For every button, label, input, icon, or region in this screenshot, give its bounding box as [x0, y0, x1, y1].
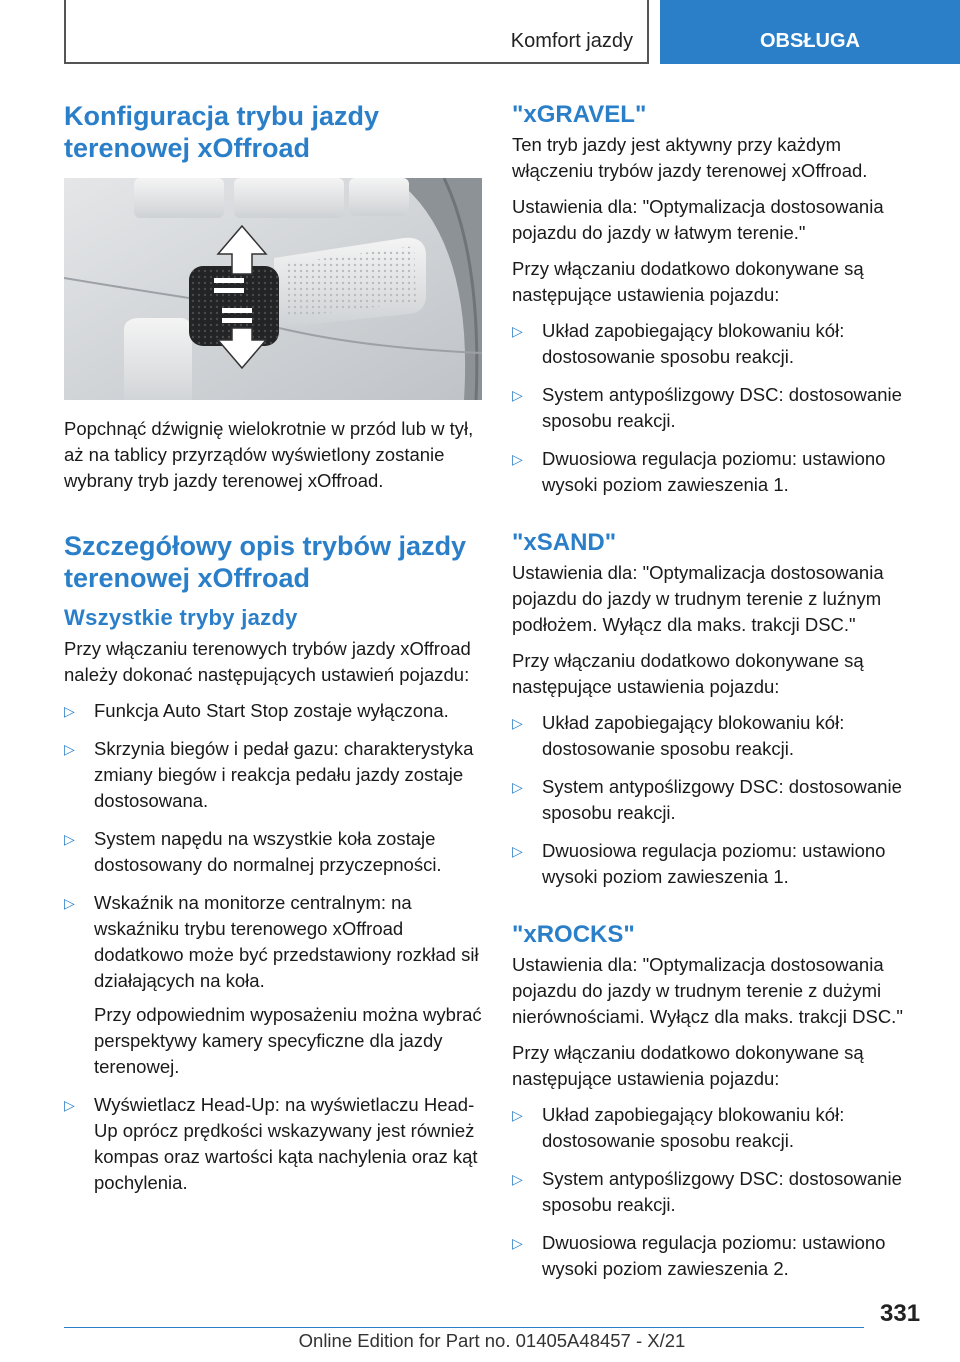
- xgravel-desc: Ten tryb jazdy jest aktywny przy każdym włączeniu trybów jazdy terenowej xOffroad.: [512, 134, 868, 181]
- footer-rule: [64, 1327, 864, 1328]
- list-item: ▷ System napędu na wszystkie koła zostaje dostosowany do normalnej przyczepności.: [64, 828, 442, 875]
- xgravel-settings: Ustawienia dla: "Optymalizacja dostosowania pojazdu do jazdy w łatwym terenie.": [512, 196, 884, 243]
- figure-caption: Popchnąć dźwignię wielokrotnie w przód lub w tył, aż na tablicy przyrządów wyświetlony zostanie wybrany tryb jazdy terenowej xOffroad.: [64, 418, 474, 491]
- bullet-triangle-icon: ▷: [512, 451, 523, 467]
- list-item-note: Przy odpowiednim wyposażeniu można wybrać perspektywy kamery specyficzne dla jazdy terenowej.: [94, 1004, 482, 1077]
- heading-xrocks: "xROCKS": [512, 921, 635, 948]
- list-item: ▷ Dwuosiowa regulacja poziomu: ustawiono wysoki poziom zawieszenia 1.: [512, 840, 886, 887]
- list-item: ▷ Układ zapobiegający blokowaniu kół: dostosowanie sposobu reakcji.: [512, 1104, 845, 1151]
- bullet-triangle-icon: ▷: [64, 1097, 75, 1113]
- list-item: ▷ Dwuosiowa regulacja poziomu: ustawiono wysoki poziom zawieszenia 1.: [512, 448, 886, 495]
- list-item: ▷ Funkcja Auto Start Stop zostaje wyłączona.: [64, 698, 482, 724]
- list-item: ▷ Układ zapobiegający blokowaniu kół: dostosowanie sposobu reakcji.: [512, 320, 845, 367]
- bullet-triangle-icon: ▷: [512, 715, 523, 731]
- bullet-triangle-icon: ▷: [512, 1235, 523, 1251]
- heading-xgravel: "xGRAVEL": [512, 101, 647, 128]
- header-chapter-tab: [660, 0, 960, 64]
- bullet-triangle-icon: ▷: [512, 779, 523, 795]
- all-modes-intro: Przy włączaniu terenowych trybów jazdy xOffroad należy dokonać następujących ustawień pojazdu:: [64, 638, 471, 685]
- xsand-intro: Przy włączaniu dodatkowo dokonywane są następujące ustawienia pojazdu:: [512, 650, 864, 697]
- list-item: ▷ Wyświetlacz Head-Up: na wyświetlaczu Head-Up oprócz prędkości wskazywany jest również kompas oraz wartości kąta nachylenia oraz kąt pochylenia.: [64, 1094, 478, 1193]
- footer-edition: Online Edition for Part no. 01405A48457 - X/21: [298, 1330, 686, 1351]
- list-item: ▷ Układ zapobiegający blokowaniu kół: dostosowanie sposobu reakcji.: [512, 712, 845, 759]
- heading-xsand: "xSAND": [512, 529, 617, 556]
- list-item: ▷ System antypoślizgowy DSC: dostosowanie sposobu reakcji.: [512, 776, 902, 823]
- xsand-settings: Ustawienia dla: "Optymalizacja dostosowania pojazdu do jazdy w trudnym terenie z luźnym podłożem. Wyłącz dla maks. trakcji DSC.": [512, 562, 884, 635]
- drive-mode-lever-illustration: [64, 178, 482, 400]
- bullet-triangle-icon: ▷: [512, 323, 523, 339]
- heading-all-modes: Wszystkie tryby jazdy: [64, 605, 298, 630]
- left-column: [64, 100, 482, 1208]
- bullet-triangle-icon: ▷: [512, 1107, 523, 1123]
- bullet-triangle-icon: ▷: [64, 895, 75, 911]
- xrocks-list: [512, 1102, 924, 1282]
- bullet-triangle-icon: ▷: [512, 843, 523, 859]
- heading-modes-detail: Szczegółowy opis trybów jazdy terenowej xOffroad: [64, 531, 467, 593]
- bullet-triangle-icon: ▷: [64, 703, 75, 719]
- list-item: ▷ System antypoślizgowy DSC: dostosowanie sposobu reakcji.: [512, 384, 902, 431]
- list-item: ▷ Dwuosiowa regulacja poziomu: ustawiono wysoki poziom zawieszenia 2.: [512, 1232, 886, 1279]
- bullet-triangle-icon: ▷: [64, 741, 75, 757]
- xsand-list: [512, 710, 924, 890]
- bullet-triangle-icon: ▷: [512, 1171, 523, 1187]
- list-item: ▷ Wskaźnik na monitorze centralnym: na wskaźniku trybu terenowego xOffroad dodatkowo może być przedstawiony rozkład sił działających na koła. Przy odpowiednim wyposażeniu można wybrać perspektywy kamery specyficzne dla jazdy terenowej.: [64, 890, 482, 1080]
- xrocks-intro: Przy włączaniu dodatkowo dokonywane są następujące ustawienia pojazdu:: [512, 1042, 864, 1089]
- right-column: [512, 100, 924, 1294]
- xgravel-intro: Przy włączaniu dodatkowo dokonywane są następujące ustawienia pojazdu:: [512, 258, 864, 305]
- header-section-title: Komfort jazdy: [510, 30, 633, 52]
- page-number: 331: [880, 1300, 921, 1327]
- all-modes-list: [64, 698, 482, 1196]
- xrocks-settings: Ustawienia dla: "Optymalizacja dostosowania pojazdu do jazdy w trudnym terenie z dużymi nierównościami. Wyłącz dla maks. trakcji DSC.": [512, 954, 903, 1027]
- xgravel-list: [512, 318, 924, 498]
- header-chapter-label: OBSŁUGA: [760, 29, 860, 52]
- header-bar: [64, 0, 649, 64]
- bullet-triangle-icon: ▷: [64, 831, 75, 847]
- bullet-triangle-icon: ▷: [512, 387, 523, 403]
- list-item: ▷ System antypoślizgowy DSC: dostosowanie sposobu reakcji.: [512, 1168, 902, 1215]
- heading-xoffroad-config: Konfiguracja trybu jazdy terenowej xOffroad: [64, 101, 380, 163]
- lever-photo: [64, 178, 482, 400]
- list-item: ▷ Skrzynia biegów i pedał gazu: charakterystyka zmiany biegów i reakcja pedału jazdy zostaje dostosowana.: [64, 738, 474, 811]
